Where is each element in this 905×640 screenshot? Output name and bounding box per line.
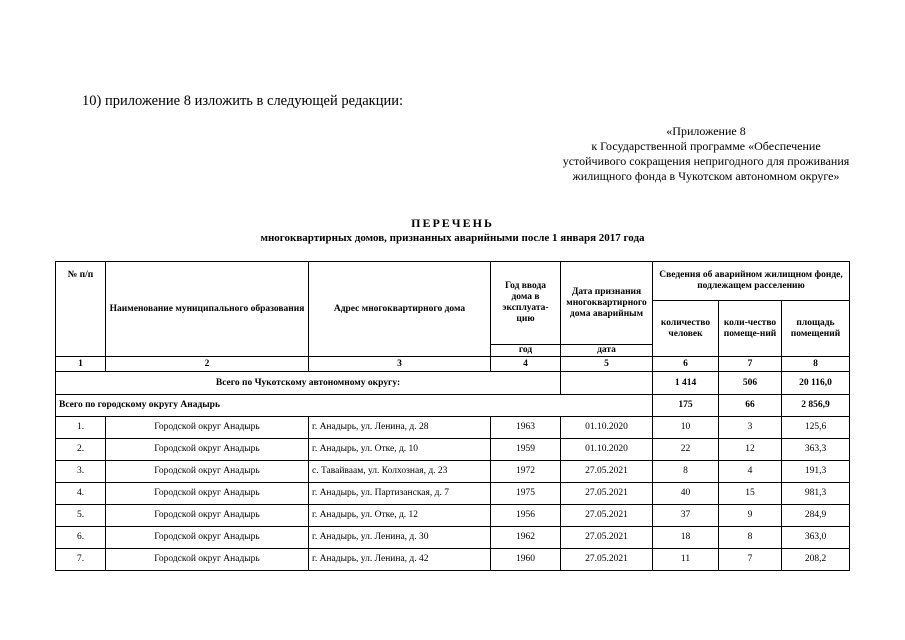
header-year-unit: год bbox=[491, 345, 561, 357]
subtotal-people: 175 bbox=[653, 395, 719, 417]
table-row bbox=[56, 549, 850, 571]
table-row bbox=[56, 439, 850, 461]
appendix-line: устойчивого сокращения непригодного для проживания bbox=[562, 154, 850, 168]
table-row bbox=[56, 417, 850, 439]
cell-people: 37 bbox=[653, 505, 719, 527]
cell-rooms: 12 bbox=[719, 439, 782, 461]
table-row bbox=[56, 505, 850, 527]
appendix-line: к Государственной программе «Обеспечение bbox=[591, 139, 821, 153]
cell-year: 1963 bbox=[491, 417, 561, 439]
cell-date: 27.05.2021 bbox=[561, 483, 653, 505]
houses-table bbox=[55, 261, 850, 571]
cell-year: 1959 bbox=[491, 439, 561, 461]
cell-address: г. Анадырь, ул. Отке, д. 10 bbox=[309, 439, 491, 461]
document-title: ПЕРЕЧЕНЬ bbox=[411, 216, 494, 230]
total-rooms: 506 bbox=[719, 372, 782, 395]
cell-people: 11 bbox=[653, 549, 719, 571]
total-label: Всего по Чукотскому автономному округу: bbox=[56, 372, 561, 395]
header-date: Дата признания многоквартирного дома аварийным bbox=[561, 262, 653, 345]
cell-rooms: 3 bbox=[719, 417, 782, 439]
cell-year: 1975 bbox=[491, 483, 561, 505]
cell-municipality: Городской округ Анадырь bbox=[106, 439, 309, 461]
header-info: Сведения об аварийном жилищном фонде, подлежащем расселению bbox=[653, 262, 850, 301]
cell-area: 363,3 bbox=[782, 439, 850, 461]
cell-rooms: 15 bbox=[719, 483, 782, 505]
total-people: 1 414 bbox=[653, 372, 719, 395]
header-row bbox=[56, 262, 850, 301]
cell-year: 1960 bbox=[491, 549, 561, 571]
column-number: 4 bbox=[491, 357, 561, 372]
cell-num: 2. bbox=[56, 439, 106, 461]
cell-area: 981,3 bbox=[782, 483, 850, 505]
cell-date: 01.10.2020 bbox=[561, 439, 653, 461]
cell-municipality: Городской округ Анадырь bbox=[106, 417, 309, 439]
appendix-line: жилищного фонда в Чукотском автономном округе» bbox=[572, 169, 840, 183]
cell-date: 27.05.2021 bbox=[561, 461, 653, 483]
cell-address: г. Анадырь, ул. Ленина, д. 30 bbox=[309, 527, 491, 549]
column-number: 8 bbox=[782, 357, 850, 372]
appendix-line: «Приложение 8 bbox=[666, 124, 746, 138]
cell-area: 208,2 bbox=[782, 549, 850, 571]
cell-address: с. Тавайваам, ул. Колхозная, д. 23 bbox=[309, 461, 491, 483]
subtotal-label: Всего по городскому округу Анадырь bbox=[56, 395, 653, 417]
amendment-intro: 10) приложение 8 изложить в следующей редакции: bbox=[82, 93, 404, 109]
document-subtitle: многоквартирных домов, признанных аварийными после 1 января 2017 года bbox=[260, 232, 645, 244]
cell-address: г. Анадырь, ул. Ленина, д. 28 bbox=[309, 417, 491, 439]
cell-address: г. Анадырь, ул. Партизанская, д. 7 bbox=[309, 483, 491, 505]
header-municipality: Наименование муниципального образования bbox=[106, 262, 309, 357]
cell-num: 4. bbox=[56, 483, 106, 505]
total-row bbox=[56, 372, 850, 395]
cell-area: 284,9 bbox=[782, 505, 850, 527]
column-number: 1 bbox=[56, 357, 106, 372]
column-number: 2 bbox=[106, 357, 309, 372]
column-number: 6 bbox=[653, 357, 719, 372]
subtotal-row bbox=[56, 395, 850, 417]
subtotal-area: 2 856,9 bbox=[782, 395, 850, 417]
cell-people: 10 bbox=[653, 417, 719, 439]
appendix-reference bbox=[536, 124, 876, 184]
column-number: 7 bbox=[719, 357, 782, 372]
cell-people: 22 bbox=[653, 439, 719, 461]
cell-num: 1. bbox=[56, 417, 106, 439]
column-number: 5 bbox=[561, 357, 653, 372]
header-year: Год ввода дома в эксплуата-цию bbox=[491, 262, 561, 345]
table-row bbox=[56, 527, 850, 549]
cell-year: 1962 bbox=[491, 527, 561, 549]
header-num: № п/п bbox=[56, 262, 106, 357]
subtotal-rooms: 66 bbox=[719, 395, 782, 417]
cell-num: 5. bbox=[56, 505, 106, 527]
cell-num: 6. bbox=[56, 527, 106, 549]
cell-date: 27.05.2021 bbox=[561, 505, 653, 527]
header-rooms: коли-чество помеще-ний bbox=[719, 301, 782, 357]
cell-municipality: Городской округ Анадырь bbox=[106, 549, 309, 571]
cell-num: 7. bbox=[56, 549, 106, 571]
cell-municipality: Городской округ Анадырь bbox=[106, 461, 309, 483]
cell-year: 1972 bbox=[491, 461, 561, 483]
table-row bbox=[56, 483, 850, 505]
cell-num: 3. bbox=[56, 461, 106, 483]
cell-municipality: Городской округ Анадырь bbox=[106, 505, 309, 527]
cell-municipality: Городской округ Анадырь bbox=[106, 527, 309, 549]
cell-rooms: 4 bbox=[719, 461, 782, 483]
table-row bbox=[56, 461, 850, 483]
column-number: 3 bbox=[309, 357, 491, 372]
cell-year: 1956 bbox=[491, 505, 561, 527]
header-people: количество человек bbox=[653, 301, 719, 357]
cell-area: 191,3 bbox=[782, 461, 850, 483]
total-empty bbox=[561, 372, 653, 395]
cell-date: 01.10.2020 bbox=[561, 417, 653, 439]
cell-municipality: Городской округ Анадырь bbox=[106, 483, 309, 505]
cell-people: 40 bbox=[653, 483, 719, 505]
cell-area: 125,6 bbox=[782, 417, 850, 439]
column-number-row bbox=[56, 357, 850, 372]
cell-rooms: 8 bbox=[719, 527, 782, 549]
cell-date: 27.05.2021 bbox=[561, 549, 653, 571]
cell-rooms: 7 bbox=[719, 549, 782, 571]
header-area: площадь помещений bbox=[782, 301, 850, 357]
total-area: 20 116,0 bbox=[782, 372, 850, 395]
cell-area: 363,0 bbox=[782, 527, 850, 549]
cell-people: 18 bbox=[653, 527, 719, 549]
cell-address: г. Анадырь, ул. Ленина, д. 42 bbox=[309, 549, 491, 571]
cell-rooms: 9 bbox=[719, 505, 782, 527]
header-address: Адрес многоквартирного дома bbox=[309, 262, 491, 357]
header-date-unit: дата bbox=[561, 345, 653, 357]
document-heading bbox=[0, 216, 905, 245]
cell-date: 27.05.2021 bbox=[561, 527, 653, 549]
cell-people: 8 bbox=[653, 461, 719, 483]
cell-address: г. Анадырь, ул. Отке, д. 12 bbox=[309, 505, 491, 527]
